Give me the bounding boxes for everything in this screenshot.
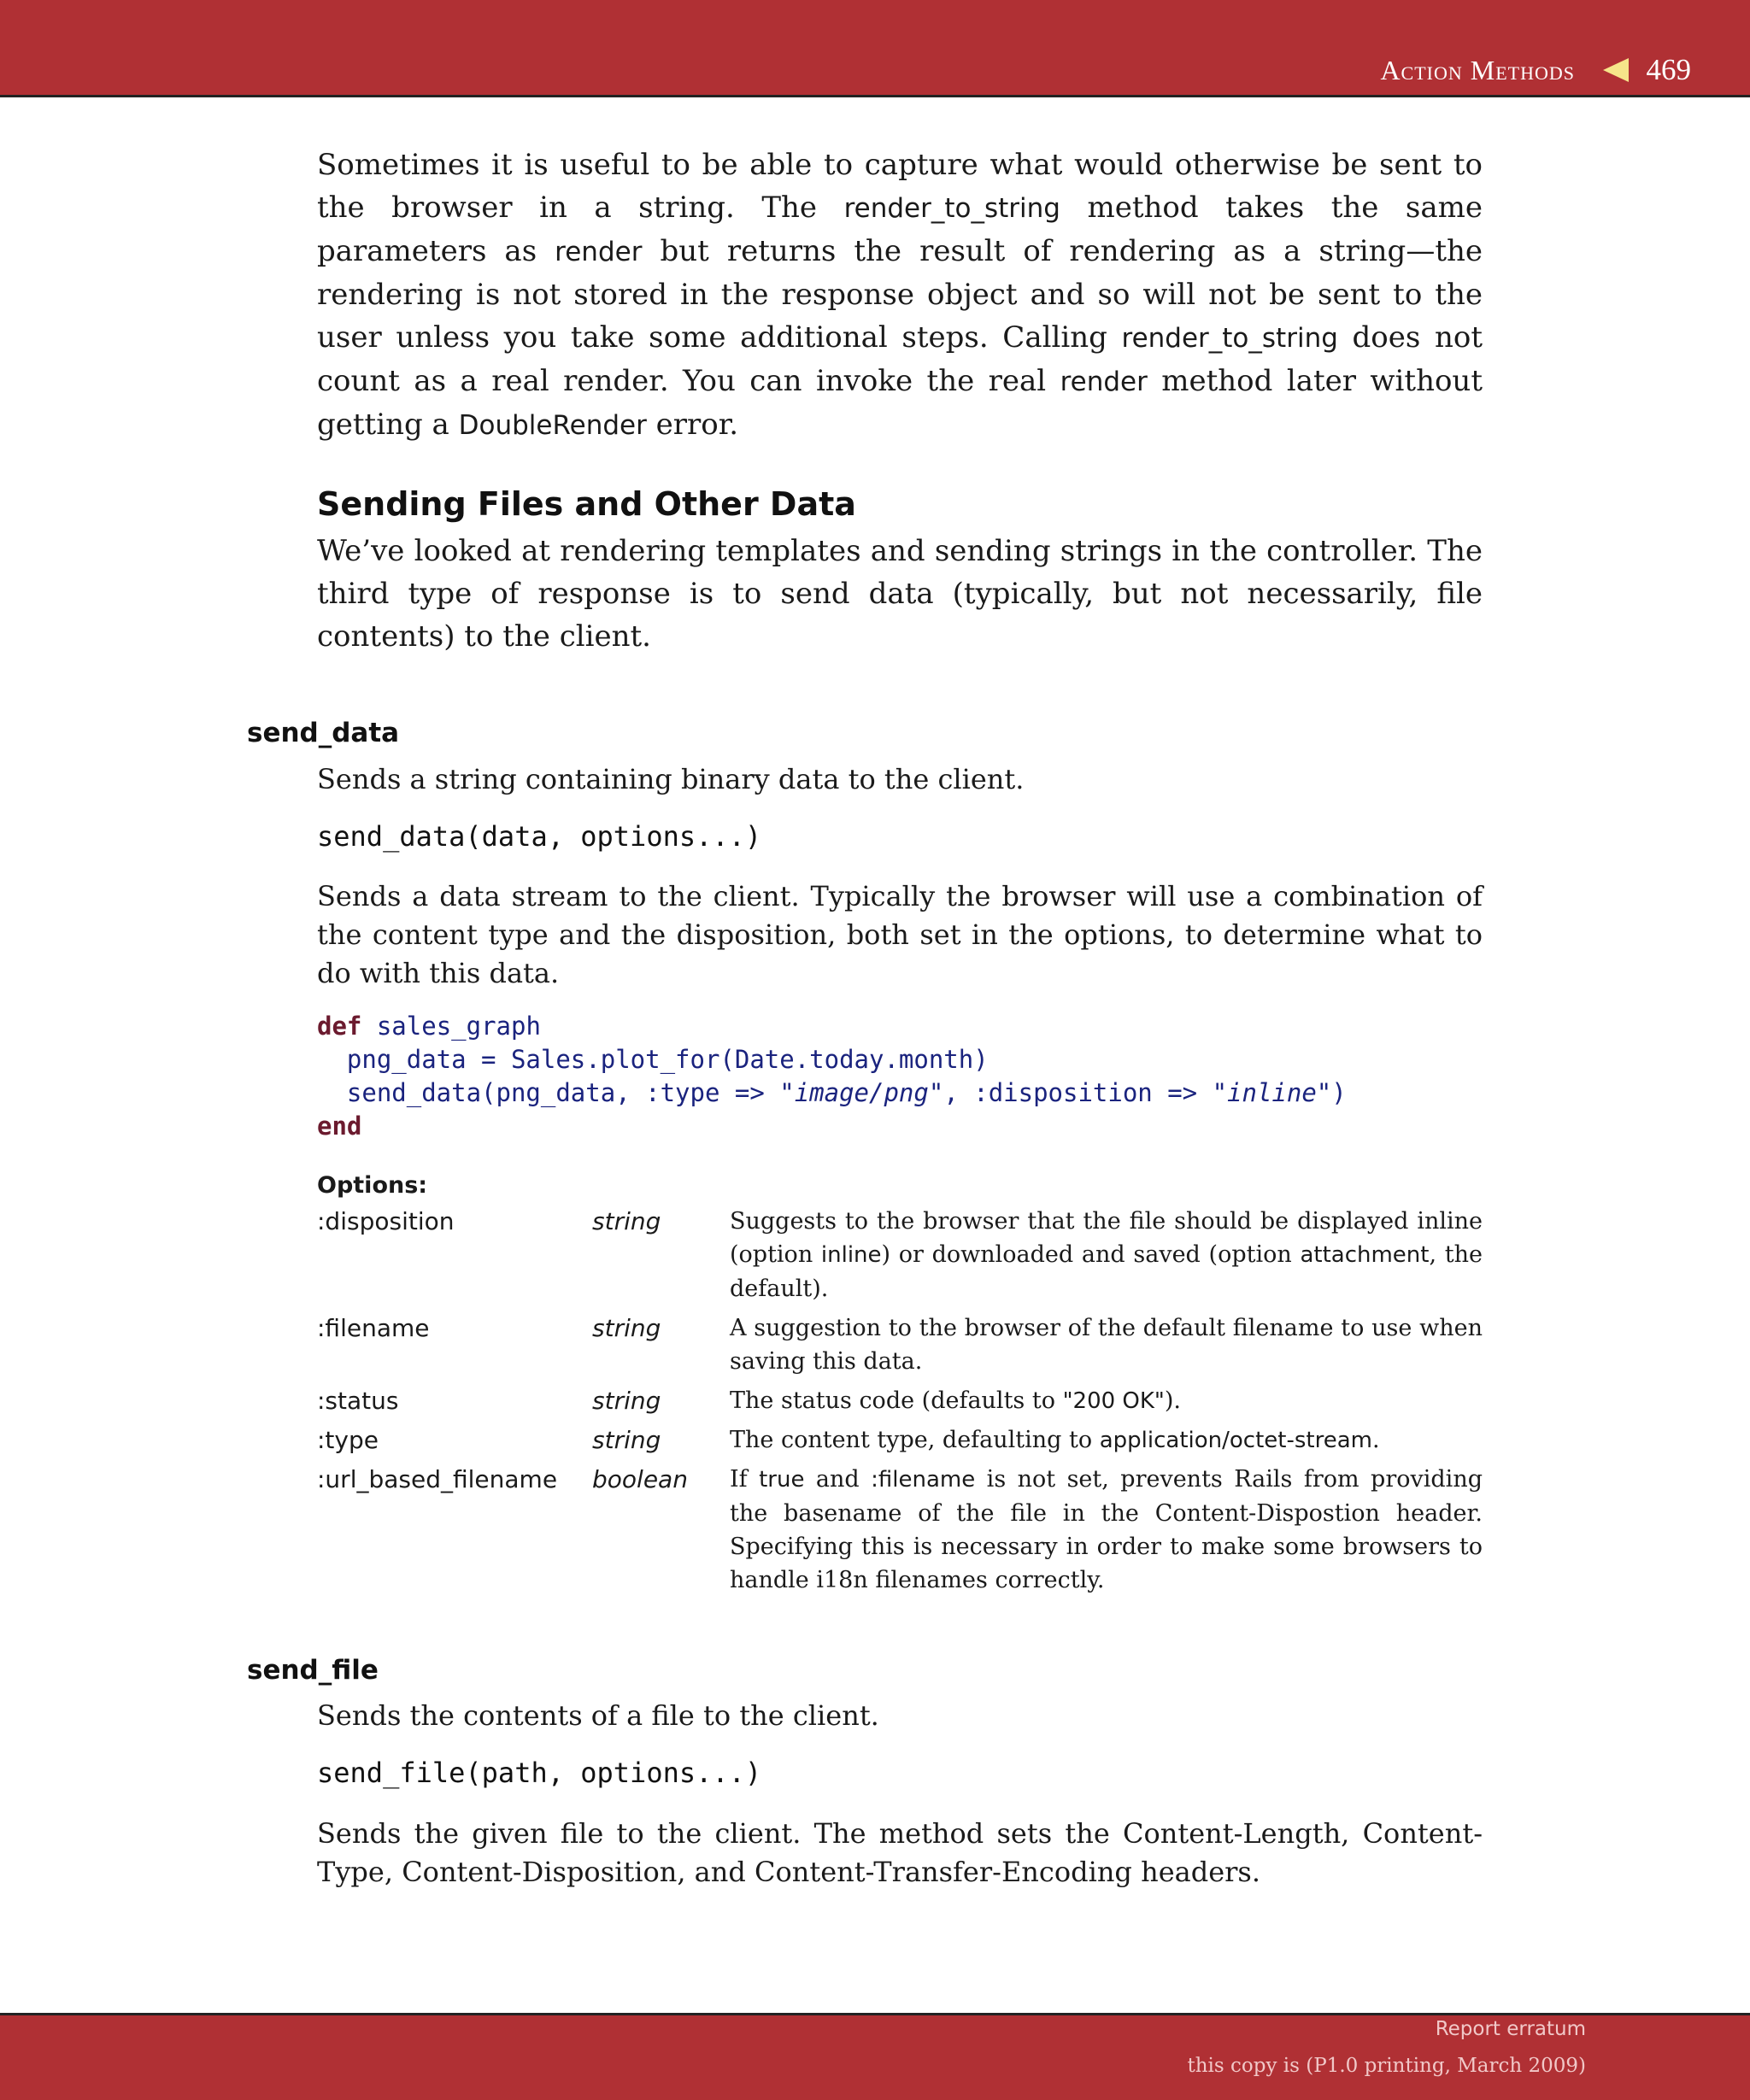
option-type: string xyxy=(592,1207,661,1235)
inline-code-render-2: render xyxy=(1060,367,1148,397)
option-description: A suggestion to the browser of the default filename to use when saving this data. xyxy=(730,1315,1483,1375)
section-heading: Sending Files and Other Data xyxy=(317,485,856,523)
send-file-summary: Sends the contents of a file to the client. xyxy=(317,1699,879,1732)
code-string-inline: "inline" xyxy=(1212,1078,1332,1107)
code-line-3a: send_data(png_data, :type => xyxy=(317,1078,780,1107)
option-description xyxy=(730,1463,1483,1597)
send-file-description: Sends the given file to the client. The method sets the Content-Length, Content-Type, Content-Disposition, and Content-Transfer-Encoding headers. xyxy=(317,1817,1483,1888)
options-label: Options: xyxy=(317,1172,428,1199)
send-file-heading: send_file xyxy=(247,1655,379,1686)
intro-text-4: does not count as a real render. You can invoke the real xyxy=(317,320,1483,398)
option-name: :url_based_filename xyxy=(317,1465,558,1493)
option-desc-text-2: ) or downloaded and saved (option xyxy=(881,1241,1301,1268)
send-data-heading: send_data xyxy=(247,718,400,748)
intro-text-3: but returns the result of rendering as a string—the rendering is not stored in the response object and so will not be sent to the user unless you take some additional steps. Calling xyxy=(317,234,1483,355)
option-type: string xyxy=(592,1314,661,1342)
option-desc-text-1: Suggests to the browser that the file should be displayed inline (option xyxy=(730,1208,1483,1268)
code-line-2: png_data = Sales.plot_for(Date.today.month) xyxy=(317,1045,989,1074)
option-inline-code-inline: inline xyxy=(820,1242,882,1268)
option-desc-text-1: If xyxy=(730,1466,760,1493)
option-desc-text-3: is not set, prevents Rails from providing the basename of the file in the Content-Dispostion header. Specifying this is necessary in order to make some browsers to handle i18n filenames correctly. xyxy=(730,1466,1483,1593)
code-line-3c: ) xyxy=(1331,1078,1347,1107)
inline-code-render: render xyxy=(555,237,643,267)
option-desc-text-1: The content type, defaulting to xyxy=(730,1427,1100,1453)
option-type: string xyxy=(592,1426,661,1454)
option-description xyxy=(730,1205,1483,1305)
page-number: 469 xyxy=(1646,53,1691,86)
inline-code-render-to-string: render_to_string xyxy=(843,193,1060,224)
copy-info: this copy is (P1.0 printing, March 2009) xyxy=(1187,2055,1586,2077)
inline-code-double-render: DoubleRender xyxy=(458,410,647,441)
option-name: :status xyxy=(317,1387,399,1415)
inline-code-render-to-string-2: render_to_string xyxy=(1121,323,1338,354)
option-desc-text-3: , the default). xyxy=(730,1241,1483,1302)
report-erratum-link[interactable]: Report erratum xyxy=(1435,2018,1586,2040)
code-keyword-end: end xyxy=(317,1112,362,1141)
code-line-1: sales_graph xyxy=(361,1012,541,1041)
code-keyword-def: def xyxy=(317,1012,362,1041)
option-desc-text-2: and xyxy=(804,1466,872,1493)
running-header-title: Action Methods xyxy=(1380,55,1575,85)
code-string-image-png: "image/png" xyxy=(779,1078,944,1107)
send-data-description: Sends a data stream to the client. Typically the browser will use a combination of the content type and the disposition, both set in the options, to determine what to do with this data. xyxy=(317,880,1483,989)
option-desc-text-2: ). xyxy=(1164,1387,1182,1414)
option-desc-text-2: . xyxy=(1371,1427,1380,1453)
option-type: boolean xyxy=(592,1465,688,1493)
option-name: :filename xyxy=(317,1314,430,1342)
send-data-summary: Sends a string containing binary data to the client. xyxy=(317,763,1025,795)
code-line-3b: , :disposition => xyxy=(943,1078,1213,1107)
option-description xyxy=(730,1423,1483,1458)
option-inline-code-200-ok: "200 OK" xyxy=(1062,1388,1165,1414)
option-type: string xyxy=(592,1387,661,1415)
intro-text-5: method later without getting a xyxy=(317,364,1483,442)
option-name: :disposition xyxy=(317,1207,455,1235)
intro-paragraph xyxy=(317,144,1483,447)
option-inline-code-true: true xyxy=(759,1467,805,1493)
option-inline-code-attachment: attachment xyxy=(1300,1242,1430,1268)
option-name: :type xyxy=(317,1426,379,1454)
option-description xyxy=(730,1384,1483,1418)
intro-text-6: error. xyxy=(646,408,739,442)
option-inline-code-octet-stream: application/octet-stream xyxy=(1099,1428,1372,1453)
intro-text-2: method takes the same parameters as xyxy=(317,191,1483,268)
send-file-signature: send_file(path, options...) xyxy=(317,1757,762,1789)
option-desc-text-1: The status code (defaults to xyxy=(730,1387,1063,1414)
back-arrow-icon xyxy=(1603,58,1629,82)
send-data-signature: send_data(data, options...) xyxy=(317,820,762,853)
code-example xyxy=(317,1010,1347,1143)
section-body: We’ve looked at rendering templates and sending strings in the controller. The third type of response is to send data (typically, but not necessarily, file contents) to the client. xyxy=(317,534,1483,654)
option-inline-code-filename: :filename xyxy=(871,1467,976,1493)
intro-text-1: Sometimes it is useful to be able to capture what would otherwise be sent to the browser in a string. The xyxy=(317,148,1483,225)
